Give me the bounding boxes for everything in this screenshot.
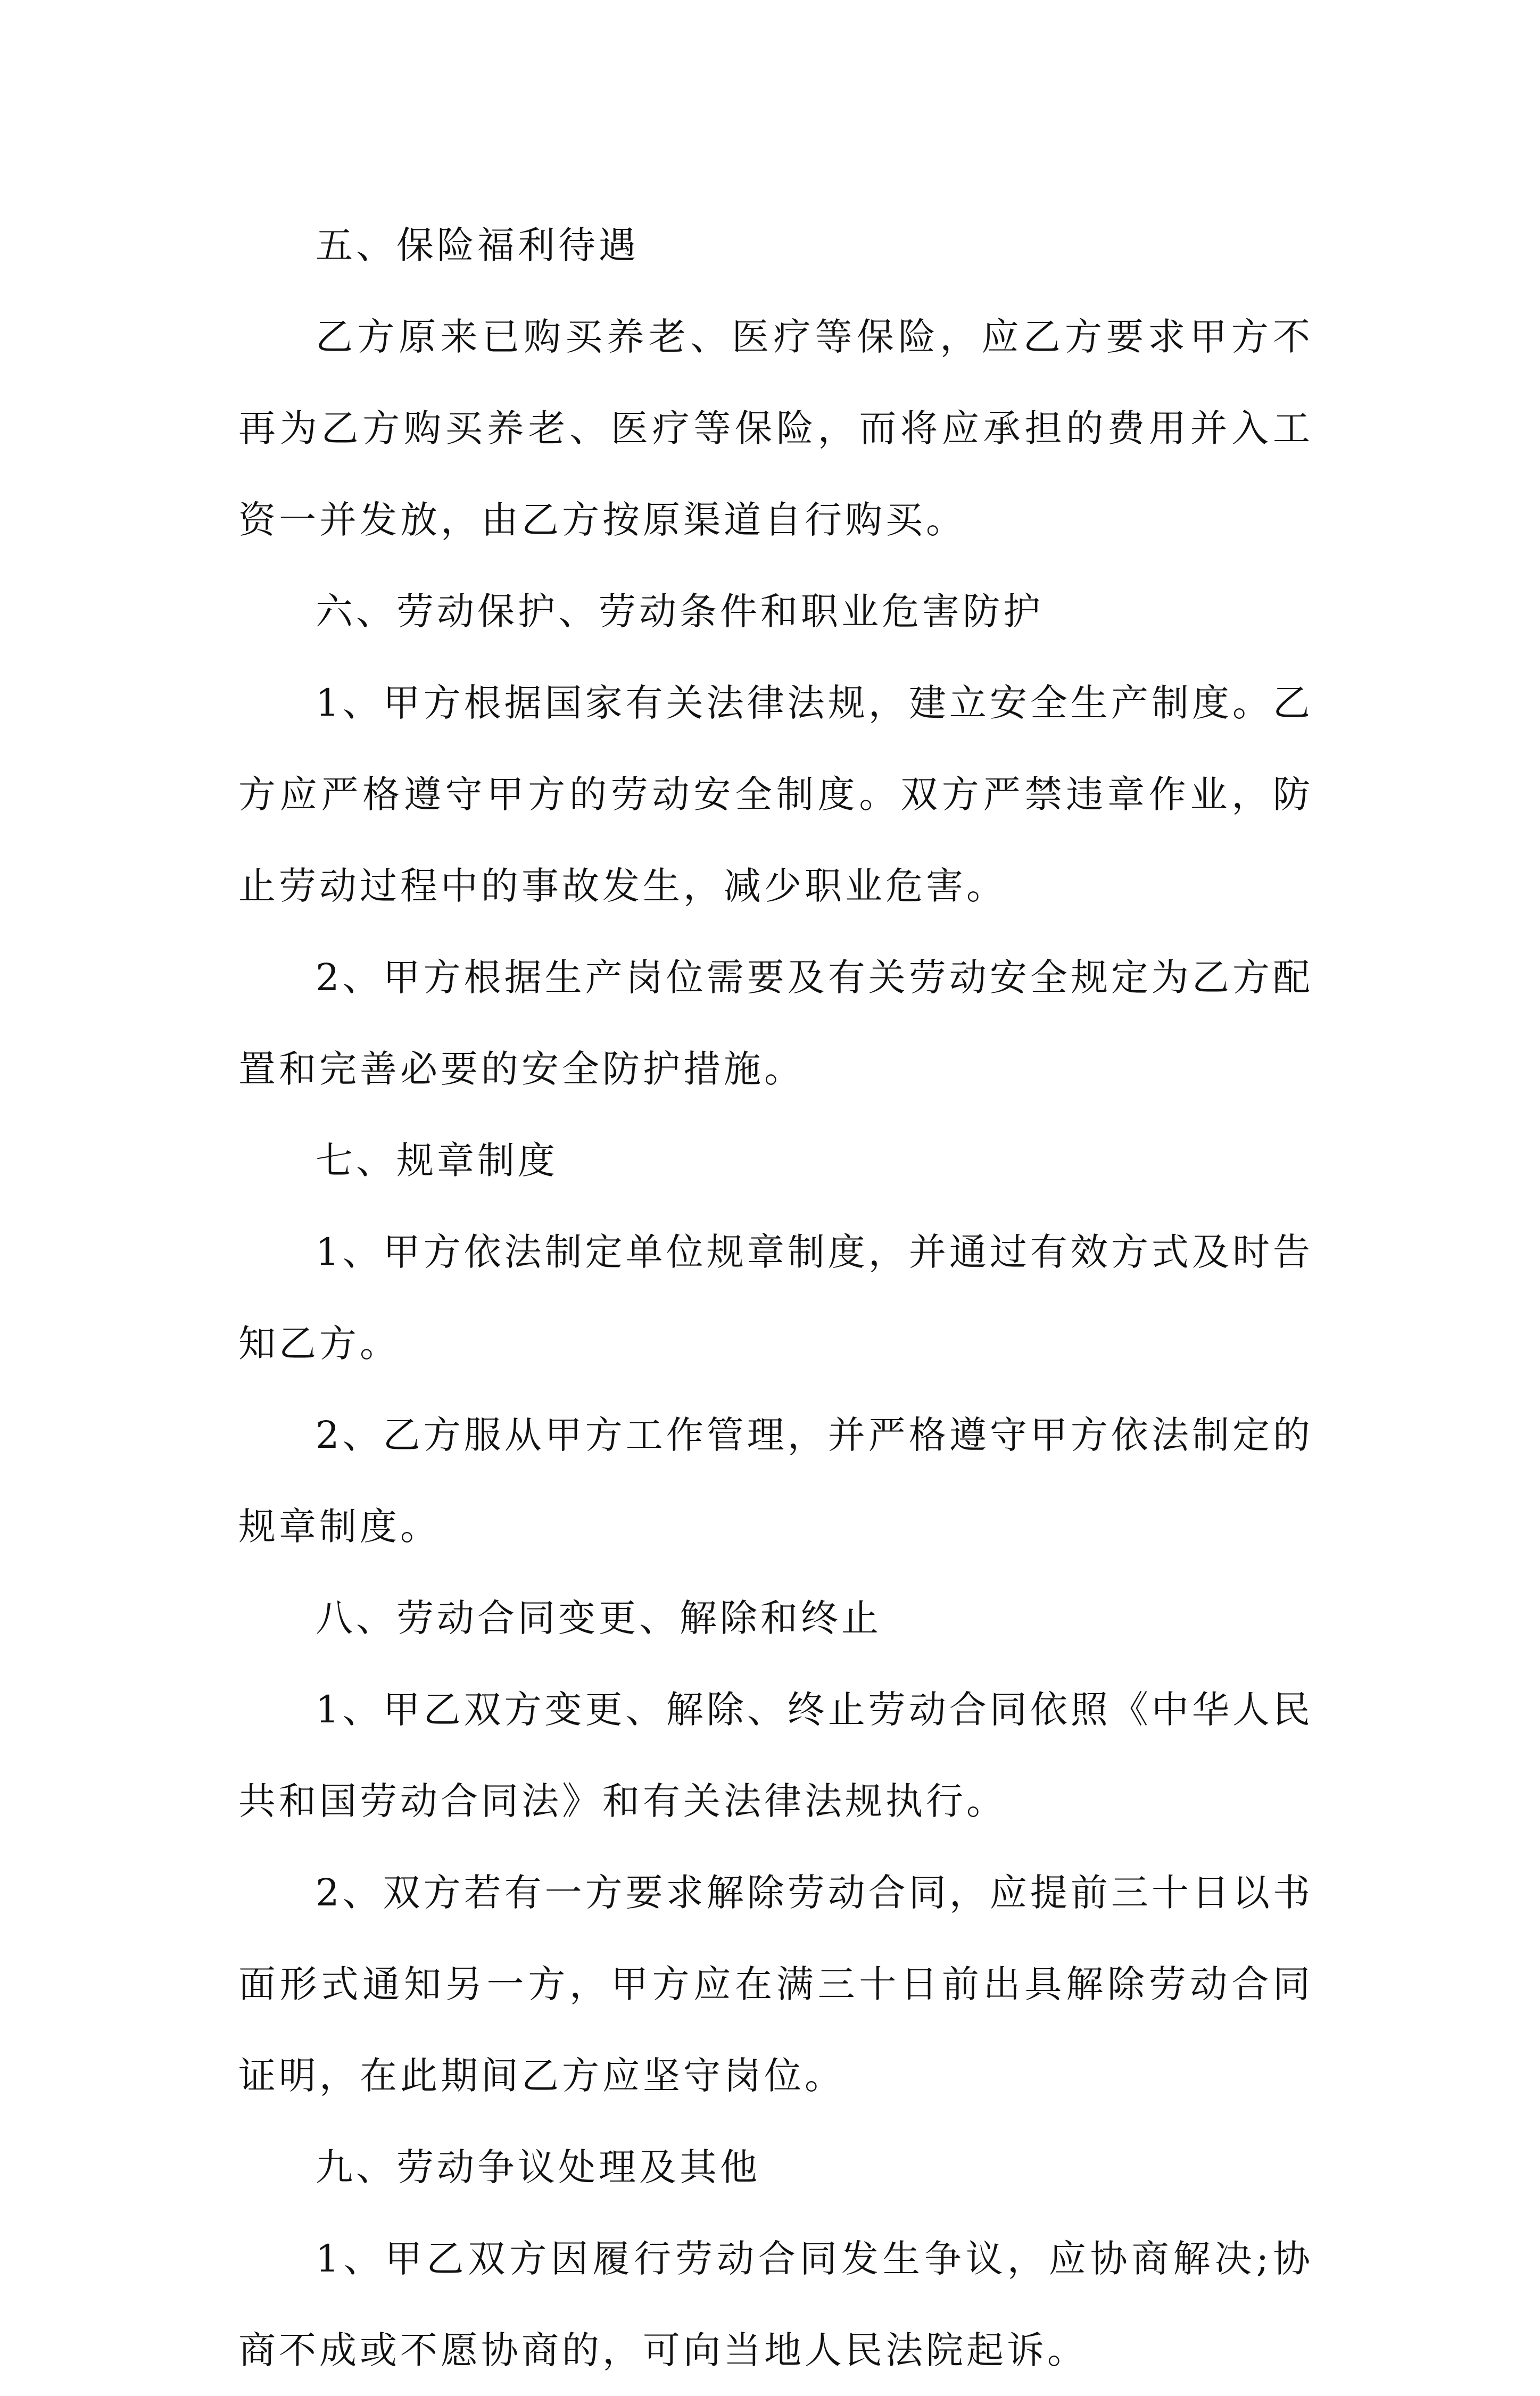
section-heading-labor-protection: 六、劳动保护、劳动条件和职业危害防护 — [316, 590, 1044, 633]
paragraph-contract-change-2: 2、双方若有一方要求解除劳动合同，应提前三十日以书面形式通知另一方，甲方应在满三十日前出具解除劳动合同证明，在此期间乙方应坚守岗位。 — [238, 1871, 1313, 2097]
paragraph-rules-1: 1、甲方依法制定单位规章制度，并通过有效方式及时告知乙方。 — [238, 1230, 1313, 1365]
paragraph-dispute-1: 1、甲乙双方因履行劳动合同发生争议，应协商解决;协商不成或不愿协商的，可向当地人民法院起诉。 — [238, 2237, 1313, 2372]
paragraph-labor-protection-1: 1、甲方根据国家有关法律法规，建立安全生产制度。乙方应严格遵守甲方的劳动安全制度。双方严禁违章作业，防止劳动过程中的事故发生，减少职业危害。 — [238, 681, 1313, 908]
section-heading-contract-change: 八、劳动合同变更、解除和终止 — [316, 1596, 882, 1640]
section-heading-dispute: 九、劳动争议处理及其他 — [316, 2145, 760, 2189]
paragraph-labor-protection-2: 2、甲方根据生产岗位需要及有关劳动安全规定为乙方配置和完善必要的安全防护措施。 — [238, 956, 1313, 1091]
section-heading-insurance: 五、保险福利待遇 — [316, 223, 639, 267]
paragraph-insurance: 乙方原来已购买养老、医疗等保险，应乙方要求甲方不再为乙方购买养老、医疗等保险，而将应承担的费用并入工资一并发放，由乙方按原渠道自行购买。 — [238, 315, 1313, 542]
section-heading-rules: 七、规章制度 — [316, 1139, 558, 1182]
paragraph-contract-change-1: 1、甲乙双方变更、解除、终止劳动合同依照《中华人民共和国劳动合同法》和有关法律法规执行。 — [238, 1688, 1313, 1823]
document-body — [238, 200, 1313, 2396]
paragraph-rules-2: 2、乙方服从甲方工作管理，并严格遵守甲方依法制定的规章制度。 — [238, 1413, 1313, 1548]
